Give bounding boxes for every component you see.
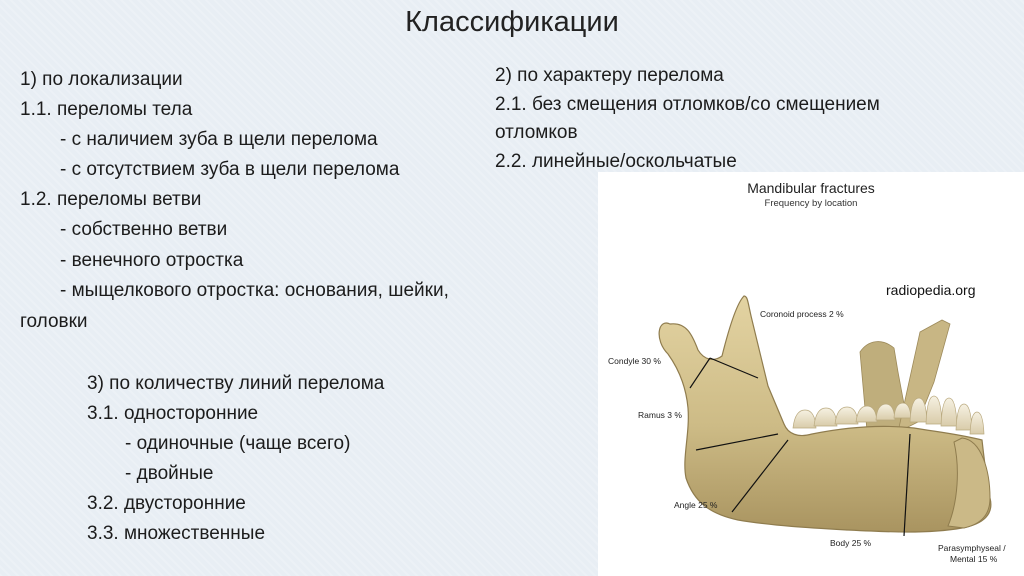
- text-m3: - одиночные (чаще всего): [125, 433, 351, 454]
- label-condyle: Condyle 30 %: [608, 356, 661, 366]
- text-m1: 3) по количеству линий перелома: [87, 373, 385, 394]
- text-r2: 2.1. без смещения отломков/со смещением: [495, 94, 880, 115]
- figure-credit: radiopedia.org: [886, 282, 976, 298]
- text-m5: 3.2. двусторонние: [87, 493, 246, 514]
- label-mental: Mental 15 %: [950, 554, 998, 564]
- mandible-illustration: [598, 172, 1024, 576]
- text-r4: 2.2. линейные/оскольчатые: [495, 151, 737, 172]
- mandible-figure: [598, 172, 1024, 576]
- label-parasymphyseal: Parasymphyseal /: [938, 543, 1006, 553]
- text-l8: - мыщелкового отростка: основания, шейки,: [60, 280, 449, 301]
- text-r1: 2) по характеру перелома: [495, 65, 724, 86]
- label-coronoid: Coronoid process 2 %: [760, 309, 844, 319]
- text-l6: - собственно ветви: [60, 219, 228, 240]
- label-angle: Angle 25 %: [674, 500, 718, 510]
- label-body: Body 25 %: [830, 538, 872, 548]
- text-l1: 1) по локализации: [20, 69, 183, 90]
- text-l2: 1.1. переломы тела: [20, 99, 193, 120]
- figure-title: Mandibular fractures: [747, 180, 875, 196]
- text-l5: 1.2. переломы ветви: [20, 189, 202, 210]
- text-l3: - с наличием зуба в щели перелома: [60, 129, 378, 150]
- label-ramus: Ramus 3 %: [638, 410, 682, 420]
- text-l4: - с отсутствием зуба в щели перелома: [60, 159, 400, 180]
- text-m4: - двойные: [125, 463, 214, 484]
- figure-subtitle: Frequency by location: [764, 198, 858, 209]
- text-r3: отломков: [495, 122, 578, 143]
- text-l7: - венечного отростка: [60, 250, 244, 271]
- text-m6: 3.3. множественные: [87, 523, 266, 544]
- slide-title: Классификации: [405, 6, 619, 38]
- text-m2: 3.1. односторонние: [87, 403, 259, 424]
- text-l9: головки: [20, 311, 88, 332]
